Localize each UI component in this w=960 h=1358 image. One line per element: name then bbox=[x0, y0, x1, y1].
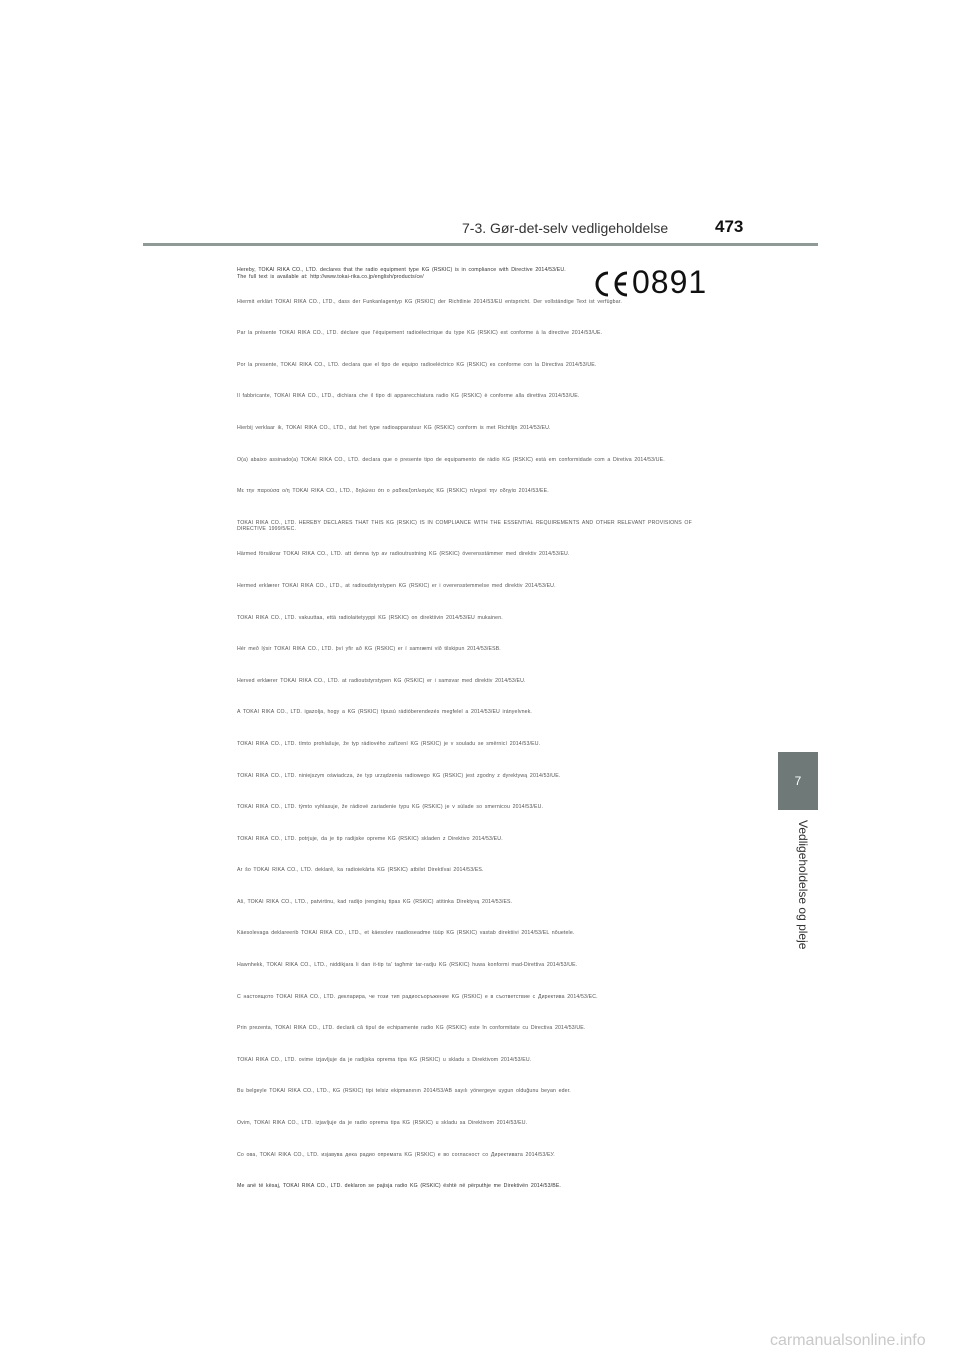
declaration-item: TOKAI RIKA CO., LTD. niniejszym oświadcza, że typ urządzenia radiowego KG (RSKIC) jest zgodny z dyrektywą 2014/53/UE. bbox=[237, 772, 561, 779]
declaration-item: Hawnhekk, TOKAI RIKA CO., LTD., niddikjara li dan it-tip ta' tagħmir tar-radju KG (RSKIC) huwa konformi mad-Direttiva 2014/53/UE. bbox=[237, 962, 578, 969]
declaration-item: Hereby, TOKAI RIKA CO., LTD. declares that the radio equipment type KG (RSKIC) is in compliance with Directive 2014/53/EU. The full text is available at: http://www.tokai-rika.co.jp/english/products/ce/ bbox=[237, 267, 566, 280]
declaration-item: Hiermit erklärt TOKAI RIKA CO., LTD., dass der Funkanlagentyp KG (RSKIC) der Richtlinie 2014/53/EU entspricht. Der vollständige Text ist verfügbar. bbox=[237, 298, 622, 305]
declaration-item: Ar šo TOKAI RIKA CO., LTD. deklarē, ka radioiekārta KG (RSKIC) atbilst Direktīvai 2014/53/ES. bbox=[237, 867, 484, 874]
header-divider bbox=[143, 243, 818, 246]
declaration-item: TOKAI RIKA CO., LTD. vakuuttaa, että radiolaitetyyppi KG (RSKIC) on direktiivin 2014/53/EU mukainen. bbox=[237, 614, 503, 621]
chapter-number: 7 bbox=[794, 774, 802, 788]
declaration-list bbox=[237, 267, 715, 1215]
chapter-label: Vedligeholdelse og pleje bbox=[796, 820, 810, 950]
declaration-item: Par la présente TOKAI RIKA CO., LTD. déclare que l'équipement radioélectrique du type KG (RSKIC) est conforme à la directive 2014/53/UE. bbox=[237, 330, 603, 337]
declaration-item: Käesolevaga deklareerib TOKAI RIKA CO., LTD., et käesolev raadioseadme tüüp KG (RSKIC) vastab direktiivi 2014/53/EL nõuetele. bbox=[237, 930, 575, 937]
declaration-item: Härmed försäkrar TOKAI RIKA CO., LTD. att denna typ av radioutrustning KG (RSKIC) överensstämmer med direktiv 2014/53/EU. bbox=[237, 551, 570, 558]
declaration-item: Με την παρούσα ο/η TOKAI RIKA CO., LTD., δηλώνει ότι ο ραδιοεξοπλισμός KG (RSKIC) πληροί την οδηγία 2014/53/ΕΕ. bbox=[237, 488, 549, 495]
declaration-item: Bu belgeyle TOKAI RIKA CO., LTD., KG (RSKIC) tipi telsiz ekipmanının 2014/53/AB sayılı yönergeye uygun olduğunu beyan eder. bbox=[237, 1088, 571, 1095]
declaration-item: Hierbij verklaar ik, TOKAI RIKA CO., LTD., dat het type radioapparatuur KG (RSKIC) conform is met Richtlijn 2014/53/EU. bbox=[237, 424, 551, 431]
declaration-item: Hér með lýsir TOKAI RIKA CO., LTD. því yfir að KG (RSKIC) er í samræmi við tilskipun 2014/53/ESB. bbox=[237, 646, 501, 653]
declaration-item: A TOKAI RIKA CO., LTD. igazolja, hogy a KG (RSKIC) típusú rádióberendezés megfelel a 2014/53/EU irányelvnek. bbox=[237, 709, 533, 716]
declaration-item: Со ова, TOKAI RIKA CO., LTD. изјавува дека радио опремата KG (RSKIC) е во согласност со Директивата 2014/53/ЕУ. bbox=[237, 1151, 555, 1158]
declaration-item: Ovim, TOKAI RIKA CO., LTD. izjavljuje da je radio oprema tipa KG (RSKIC) u skladu sa Direktivom 2014/53/EU. bbox=[237, 1120, 528, 1127]
declaration-item: TOKAI RIKA CO., LTD. ovime izjavljuje da je radijska oprema tipa KG (RSKIC) u skladu s Direktivom 2014/53/EU. bbox=[237, 1056, 532, 1063]
chapter-tab bbox=[778, 752, 818, 810]
declaration-item: TOKAI RIKA CO., LTD. potrjuje, da je tip radijske opreme KG (RSKIC) skladen z Direktivo 2014/53/EU. bbox=[237, 835, 503, 842]
declaration-item: Herved erklærer TOKAI RIKA CO., LTD. at radioutstyrstypen KG (RSKIC) er i samsvar med direktiv 2014/53/EU. bbox=[237, 677, 526, 684]
declaration-item: Aš, TOKAI RIKA CO., LTD., patvirtinu, kad radijo įrenginių tipas KG (RSKIC) atitinka Direktyvą 2014/53/ES. bbox=[237, 898, 513, 905]
declaration-item: Hermed erklærer TOKAI RIKA CO., LTD., at radioudstyrstypen KG (RSKIC) er i overensstemmelse med direktiv 2014/53/EU. bbox=[237, 582, 556, 589]
section-title: 7-3. Gør-det-selv vedligeholdelse bbox=[462, 220, 669, 236]
notified-body-number: 0891 bbox=[632, 264, 708, 300]
declaration-item: TOKAI RIKA CO., LTD. týmto vyhlasuje, že rádiové zariadenie typu KG (RSKIC) je v súlade so smernicou 2014/53/EÚ. bbox=[237, 804, 544, 811]
watermark-logo: carmanualsonline.info bbox=[770, 1332, 926, 1349]
declaration-item: Por la presente, TOKAI RIKA CO., LTD. declara que el tipo de equipo radioeléctrico KG (RSKIC) es conforme con la Directiva 2014/53/UE. bbox=[237, 361, 597, 368]
declaration-item: O(a) abaixo assinado(a) TOKAI RIKA CO., LTD. declara que o presente tipo de equipamento de rádio KG (RSKIC) está em conformidade com a Diretiva 2014/53/UE. bbox=[237, 456, 665, 463]
declaration-item: TOKAI RIKA CO., LTD. HEREBY DECLARES THAT THIS KG (RSKIC) IS IN COMPLIANCE WITH THE ESSENTIAL REQUIREMENTS AND OTHER RELEVANT PROVISIONS OF DIRECTIVE 1999/5/EC. bbox=[237, 519, 692, 533]
declaration-item: TOKAI RIKA CO., LTD. tímto prohlašuje, že typ rádiového zařízení KG (RSKIC) je v souladu se směrnicí 2014/53/EU. bbox=[237, 740, 541, 747]
ce-symbol: CE bbox=[592, 270, 594, 271]
declaration-item: Il fabbricante, TOKAI RIKA CO., LTD., dichiara che il tipo di apparecchiatura radio KG (RSKIC) è conforme alla direttiva 2014/53/UE. bbox=[237, 393, 580, 400]
declaration-item: Prin prezenta, TOKAI RIKA CO., LTD. declară că tipul de echipamente radio KG (RSKIC) este în conformitate cu Directiva 2014/53/UE. bbox=[237, 1025, 586, 1032]
declaration-item: С настоящото TOKAI RIKA CO., LTD. декларира, че този тип радиосъоръжение KG (RSKIC) е в съответствие с Директива 2014/53/ЕС. bbox=[237, 993, 598, 1000]
page-number: 473 bbox=[715, 217, 744, 236]
declaration-item: Me anë të kësaj, TOKAI RIKA CO., LTD. deklaron se pajisja radio KG (RSKIC) është në përputhje me Direktivën 2014/53/BE. bbox=[237, 1183, 562, 1190]
